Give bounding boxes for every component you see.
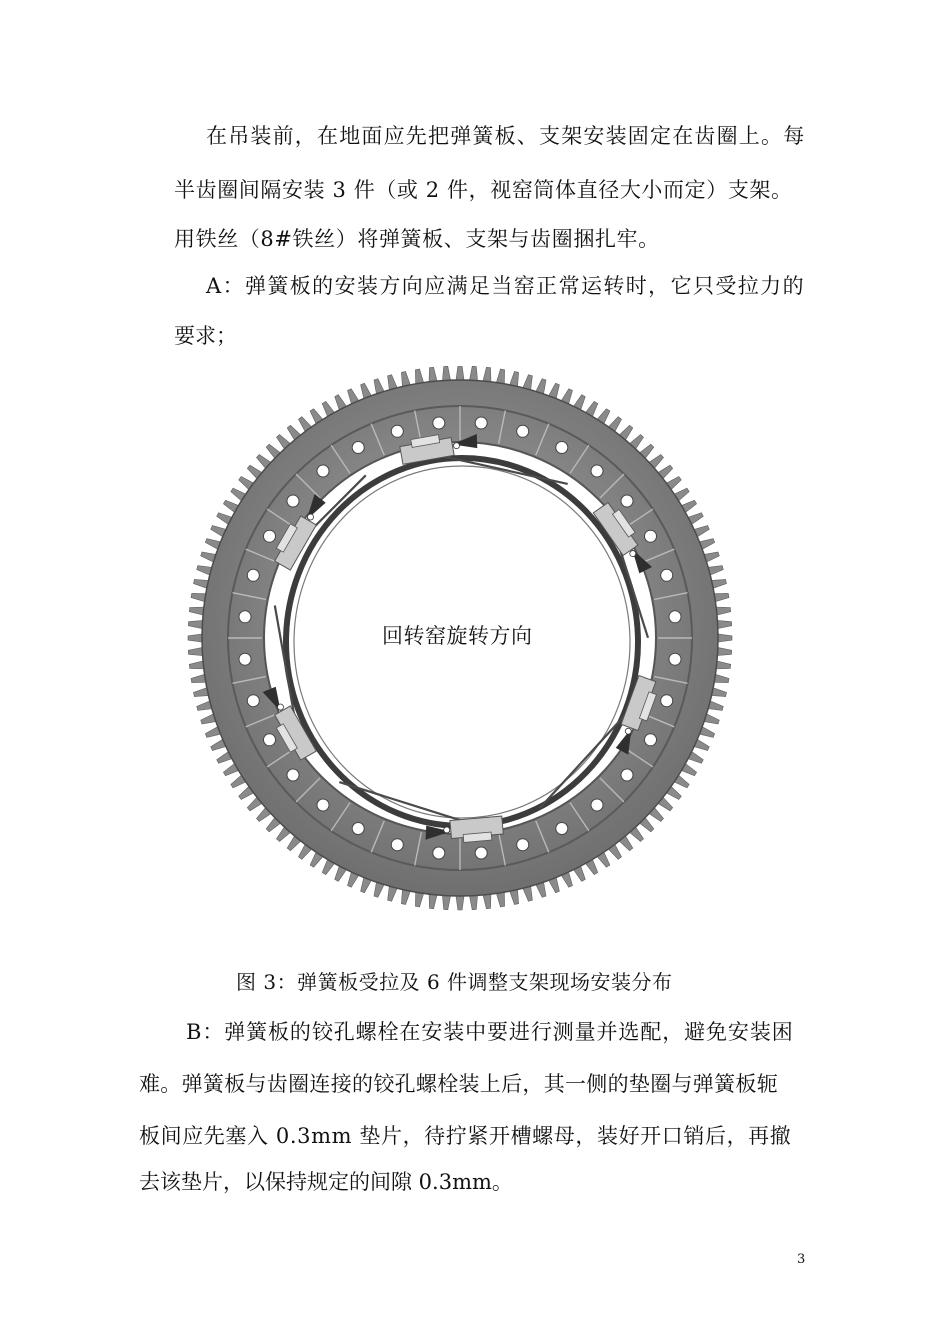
item-a-line-2: 要求； (174, 324, 237, 348)
intro-paragraph-line-2: 半齿圈间隔安装 3 件（或 2 件，视窑筒体直径大小而定）支架。 (174, 178, 793, 202)
bolt-hole (264, 530, 276, 542)
bolt-hole (645, 530, 657, 542)
bolt-hole (669, 611, 681, 623)
bolt-hole (317, 799, 329, 811)
bolt-hole (433, 847, 445, 859)
bolt-hole (352, 442, 364, 454)
item-b-line-4: 去该垫片，以保持规定的间隙 0.3mm。 (139, 1170, 513, 1194)
bolt-hole (239, 653, 251, 665)
bolt-hole (391, 425, 403, 437)
bolt-hole (591, 799, 603, 811)
item-b-line-2: 难。弹簧板与齿圈连接的铰孔螺栓装上后，其一侧的垫圈与弹簧板轭 (139, 1072, 778, 1096)
bolt-hole (517, 425, 529, 437)
page-number: 3 (797, 1252, 806, 1267)
bolt-hole (247, 569, 259, 581)
bolt-hole (391, 839, 403, 851)
bolt-hole (352, 823, 364, 835)
bolt-hole (264, 734, 276, 746)
intro-paragraph-line-1: 在吊装前，在地面应先把弹簧板、支架安装固定在齿圈上。每 (206, 124, 806, 148)
bolt-hole (317, 465, 329, 477)
bolt-hole (621, 495, 633, 507)
bolt-hole (645, 734, 657, 746)
bolt-hole (475, 417, 487, 429)
item-a-line-1: A：弹簧板的安装方向应满足当窑正常运转时，它只受拉力的 (206, 274, 805, 298)
bolt-hole (661, 695, 673, 707)
bolt-hole (287, 495, 299, 507)
bolt-hole (591, 465, 603, 477)
bolt-hole (517, 839, 529, 851)
bolt-hole (661, 569, 673, 581)
bolt-hole (669, 653, 681, 665)
bolt-hole (247, 695, 259, 707)
figure-caption: 图 3：弹簧板受拉及 6 件调整支架现场安装分布 (236, 970, 673, 994)
bolt-hole (433, 417, 445, 429)
bolt-hole (287, 769, 299, 781)
item-b-line-3: 板间应先塞入 0.3mm 垫片，待拧紧开槽螺母，装好开口销后，再撤 (139, 1124, 792, 1148)
item-b-line-1: B：弹簧板的铰孔螺栓在安装中要进行测量并选配，避免安装困 (186, 1020, 794, 1044)
bolt-hole (239, 611, 251, 623)
bolt-hole (556, 442, 568, 454)
intro-paragraph-line-3: 用铁丝（8#铁丝）将弹簧板、支架与齿圈捆扎牢。 (174, 227, 660, 251)
bolt-hole (556, 823, 568, 835)
bolt-hole (475, 847, 487, 859)
rotation-direction-label: 回转窑旋转方向 (382, 624, 533, 648)
pin (443, 827, 450, 834)
bolt-hole (621, 769, 633, 781)
